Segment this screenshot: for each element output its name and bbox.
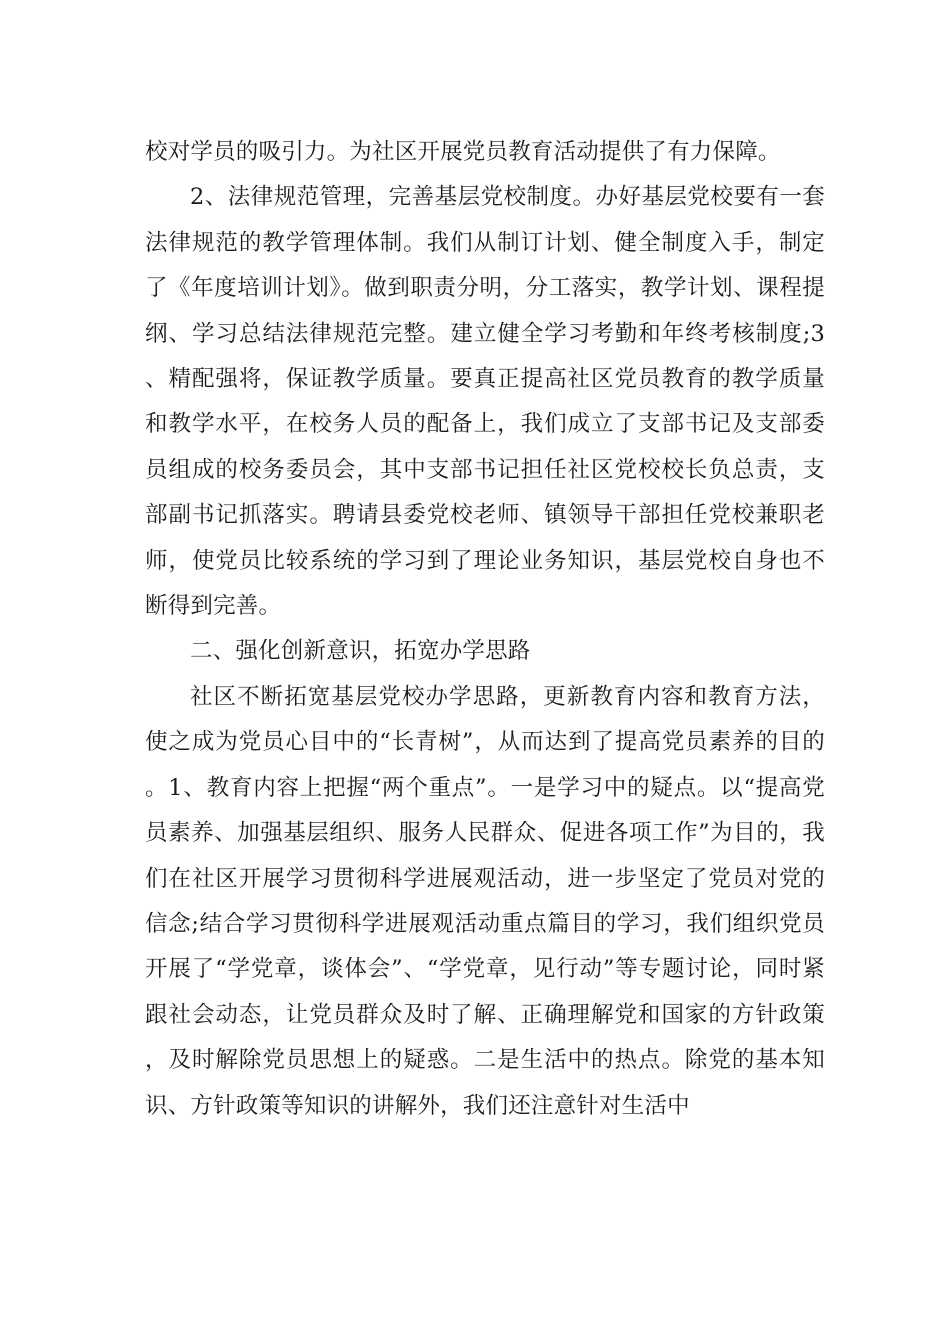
paragraph-innovation-content: 社区不断拓宽基层党校办学思路，更新教育内容和教育方法，使之成为党员心目中的“长青树”，从而达到了提高党员素养的目的。1、教育内容上把握“两个重点”。一是学习中的疑点。以“提高党员素养、加强基层组织、服务人民群众、促进各项工作”为目的，我们在社区开展学习贯彻科学进展观活动，进一步坚定了党员对党的信念;结合学习贯彻科学进展观活动重点篇目的学习，我们组织党员开展了“学党章，谈体会”、“学党章，见行动”等专题讨论，同时紧跟社会动态，让党员群众及时了解、正确理解党和国家的方针政策，及时解除党员思想上的疑惑。二是生活中的热点。除党的基本知识、方针政策等知识的讲解外，我们还注意针对生活中	[145, 683, 825, 1119]
document-body	[145, 130, 825, 1129]
paragraph-school-management: 2、法律规范管理，完善基层党校制度。办好基层党校要有一套法律规范的教学管理体制。我们从制订计划、健全制度入手，制定了《年度培训计划》。做到职责分明，分工落实，教学计划、课程提纲、学习总结法律规范完整。建立健全学习考勤和年终考核制度;3、精配强将，保证教学质量。要真正提高社区党员教育的教学质量和教学水平，在校务人员的配备上，我们成立了支部书记及支部委员组成的校务委员会，其中支部书记担任社区党校校长负总责，支部副书记抓落实。聘请县委党校老师、镇领导干部担任党校兼职老师，使党员比较系统的学习到了理论业务知识，基层党校自身也不断得到完善。	[145, 184, 825, 620]
section-heading-innovation: 二、强化创新意识，拓宽办学思路	[190, 638, 531, 665]
paragraph-continued: 校对学员的吸引力。为社区开展党员教育活动提供了有力保障。	[145, 139, 781, 165]
